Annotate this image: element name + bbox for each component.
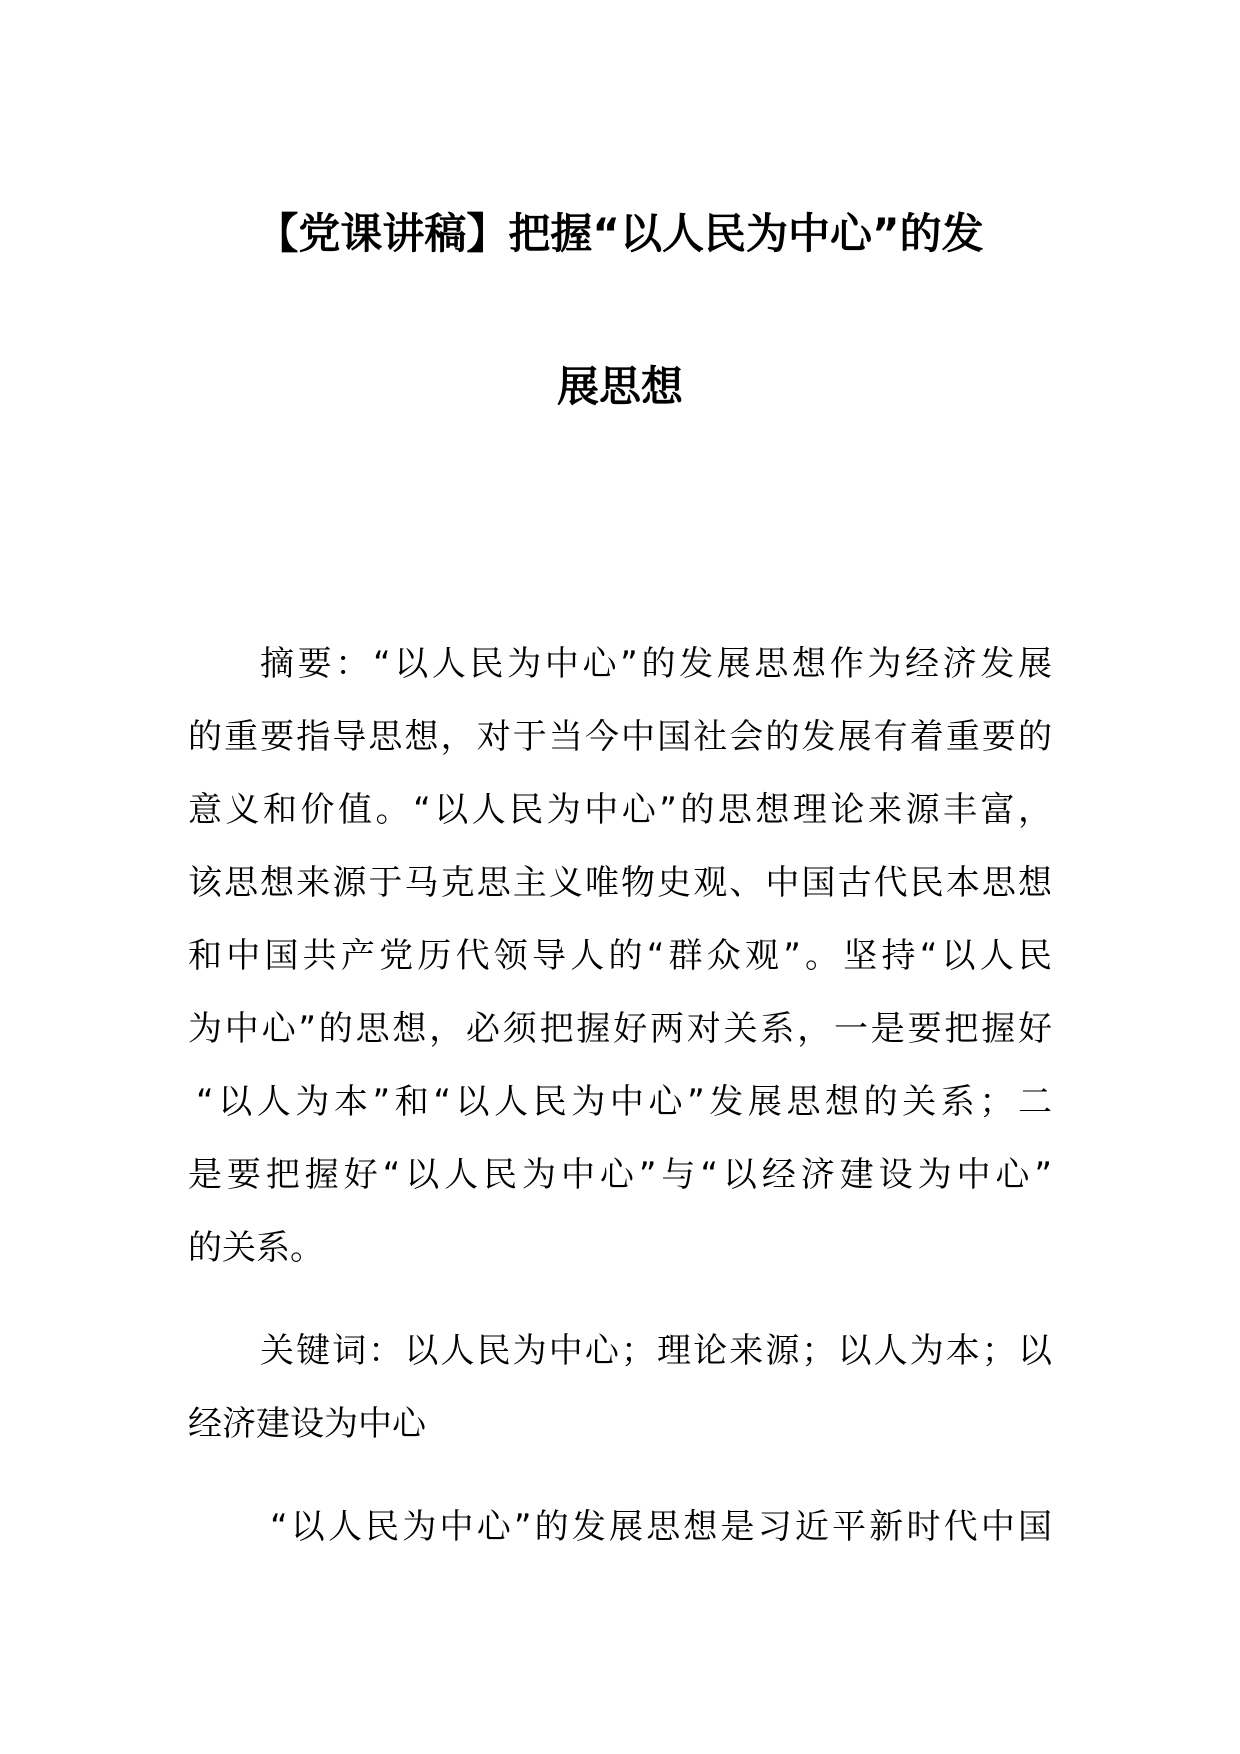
abstract-line-2: 的重要指导思想，对于当今中国社会的发展有着重要的 <box>188 717 1052 757</box>
document-title-line-1: 【党课讲稿】把握“以人民为中心”的发 <box>256 209 984 258</box>
abstract-line-7: “以人为本”和“以人民为中心”发展思想的关系；二 <box>196 1082 1052 1122</box>
keywords-line-1: 关键词：以人民为中心；理论来源；以人为本；以 <box>260 1331 1052 1371</box>
abstract-line-4: 该思想来源于马克思主义唯物史观、中国古代民本思想 <box>188 863 1052 903</box>
body-paragraph-line-1: “以人民为中心”的发展思想是习近平新时代中国 <box>270 1507 1052 1547</box>
keywords-line-2: 经济建设为中心 <box>188 1404 426 1444</box>
abstract-line-1: 摘要：“以人民为中心”的发展思想作为经济发展 <box>260 644 1052 684</box>
abstract-line-9: 的关系。 <box>188 1228 324 1268</box>
abstract-line-5: 和中国共产党历代领导人的“群众观”。坚持“以人民 <box>188 936 1052 976</box>
abstract-line-6: 为中心”的思想，必须把握好两对关系，一是要把握好 <box>188 1009 1052 1049</box>
abstract-line-3: 意义和价值。“以人民为中心”的思想理论来源丰富， <box>188 790 1052 830</box>
abstract-line-8: 是要把握好“以人民为中心”与“以经济建设为中心” <box>188 1155 1052 1195</box>
document-title-line-2: 展思想 <box>556 362 683 411</box>
